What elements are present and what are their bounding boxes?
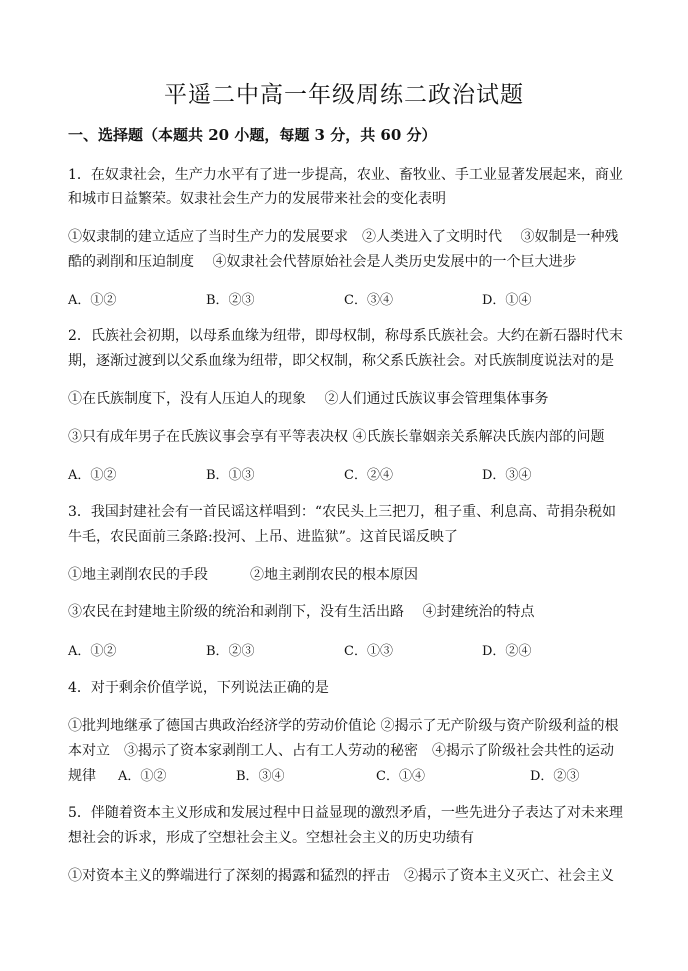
q2-option-b: B．①③ [206, 468, 255, 483]
q3-stem-line-1: 3．我国封建社会有一首民谣这样唱到：“农民头上三把刀，租子重、利息高、苛捐杂税如 [68, 504, 617, 520]
q3-option-c: C．①③ [344, 644, 393, 659]
q1-stem-line-2: 和城市日益繁荣。奴隶社会生产力的发展带来社会的变化表明 [68, 191, 446, 207]
q3-option-b: B．②③ [206, 644, 255, 659]
q4-statement-line-3: 规律 [68, 768, 96, 784]
q5-stem-line-1: 5．伴随着资本主义形成和发展过程中日益显现的激烈矛盾，一些先进分子表达了对未来理 [68, 805, 623, 821]
q2-options [68, 464, 628, 484]
q2-stem-line-1: 2．氏族社会初期，以母系血缘为纽带，即母权制，称母系氏族社会。大约在新石器时代末 [68, 328, 623, 344]
q2-option-c: C．②④ [344, 468, 393, 483]
q1-option-c: C．③④ [344, 293, 393, 308]
q4-statement-line-1: ①批判地继承了德国古典政治经济学的劳动价值论 ②揭示了无产阶级与资产阶级利益的根 [68, 718, 619, 734]
q2-stem-line-2: 期，逐渐过渡到以父系血缘为纽带，即父权制，称父系氏族社会。对氏族制度说法对的是 [68, 353, 614, 369]
q1-statement-line-2: 酷的剥削和压迫制度 ④奴隶社会代替原始社会是人类历史发展中的一个巨大进步 [68, 254, 577, 270]
q4-option-c: C．①④ [376, 769, 425, 784]
q4-stem-line-1: 4．对于剩余价值学说，下列说法正确的是 [68, 680, 329, 696]
q1-option-d: D．①④ [482, 293, 532, 308]
q5-statement-line-1: ①对资本主义的弊端进行了深刻的揭露和猛烈的抨击 ②揭示了资本主义灭亡、社会主义 [68, 868, 614, 884]
q3-options [68, 640, 628, 660]
page-title: 平遥二中高一年级周练二政治试题 [164, 82, 524, 108]
q4-option-a: A．①② [118, 769, 167, 784]
q2-option-d: D．③④ [482, 468, 532, 483]
q4-option-d: D．②③ [530, 769, 580, 784]
q1-stem-line-1: 1．在奴隶社会，生产力水平有了进一步提高，农业、畜牧业、手工业显著发展起来，商业 [68, 167, 623, 183]
q2-statement-line-2: ③只有成年男子在氏族议事会享有平等表决权 ④氏族长靠姻亲关系解决氏族内部的问题 [68, 429, 605, 445]
q3-stem-line-2: 牛毛，农民面前三条路:投河、上吊、进监狱”。这首民谣反映了 [68, 529, 458, 545]
section-heading: 一、选择题（本题共 20 小题，每题 3 分，共 60 分） [68, 126, 437, 144]
q5-stem-line-2: 想社会的诉求，形成了空想社会主义。空想社会主义的历史功绩有 [68, 830, 474, 846]
q1-option-b: B．②③ [206, 293, 255, 308]
q3-option-a: A．①② [68, 644, 117, 659]
q2-statement-line-1: ①在氏族制度下，没有人压迫人的现象 ②人们通过氏族议事会管理集体事务 [68, 391, 549, 407]
q3-statement-line-1: ①地主剥削农民的手段 ②地主剥削农民的根本原因 [68, 567, 418, 583]
q4-statement-line-2: 本对立 ③揭示了资本家剥削工人、占有工人劳动的秘密 ④揭示了阶级社会共性的运动 [68, 743, 614, 759]
q1-options [68, 289, 628, 309]
q2-option-a: A．①② [68, 468, 117, 483]
q4-option-b: B．③④ [236, 769, 285, 784]
q3-statement-line-2: ③农民在封建地主阶级的统治和剥削下，没有生活出路 ④封建统治的特点 [68, 604, 535, 620]
q1-statement-line-1: ①奴隶制的建立适应了当时生产力的发展要求 ②人类进入了文明时代 ③奴制是一种残 [68, 229, 619, 245]
q3-option-d: D．②④ [482, 644, 532, 659]
q1-option-a: A．①② [68, 293, 117, 308]
